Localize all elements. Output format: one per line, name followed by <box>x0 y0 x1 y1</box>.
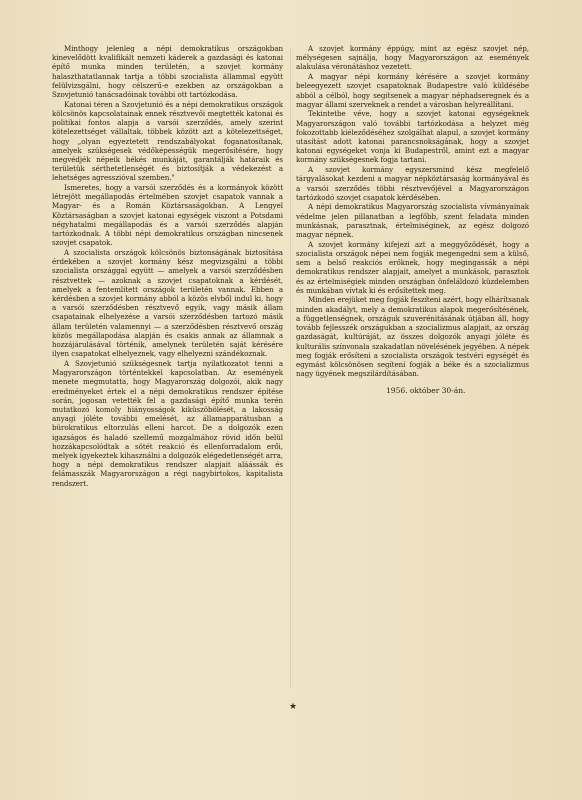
paragraph: A szovjet kormány éppúgy, mint az egész szovjet nép, mélységesen sajnálja, hogy Magyarországon az események alakulása véronátáshoz vezetett. <box>296 44 529 72</box>
paragraph: A szovjet kormány kifejezi azt a meggyőződését, hogy a szocialista országok népei nem fogják megengedni sem a külső, sem a belső reakciós erőknek, hogy megingassák a népi demokratikus rendszer alapjait, amelyet a munkások, parasztok és az értelmiségiek minden országban önfeláldozó küzdelemben és munkában vívtak ki és erősítettek meg. <box>296 239 529 295</box>
right-text-column <box>296 44 529 396</box>
paragraph: Katonai téren a Szovjetunió és a népi demokratikus országok kölcsönös kapcsolatainak ennek résztvevői megtették katonai és politikai fontos alapja a varsói szerződés, amely szerint kötelezettséget vállaltak, többek között azt a kötelezettséget, hogy „olyan egyeztetett rendszabályokat foganatosítanak, amelyek szükségesek védőképességük megerősítésére, hogy megvédjék népeik békés munkáját, garantálják határaik és területük sérthetetlenségét és biztosítják a védekezést a lehetséges agresszióval szemben." <box>52 99 283 183</box>
paragraph: Minden erejüket meg fogják feszíteni azért, hogy elhárítsanak minden akadályt, mely a demokratikus alapok megerősítésének, a függetlenségnek, országuk szuverénitásának útjában áll, hogy tovább fejlesszék országukban a szocializmus alapjait, az ország gazdaságát, kultúráját, az összes dolgozók anyagi jóléte és kulturális színvonala szakadatlan növelésének jegyében. A népek meg fogják erősíteni a szocialista országok testvéri egységét és egymást kölcsönösen segítení fogják a béke és a szocializmus nagy ügyének megszilárdításában. <box>296 295 529 379</box>
paragraph: Ismeretes, hogy a varsói szerződés és a kormányok között létrejött megállapodás értelmében szovjet csapatok vannak a Magyar- és a Román Köztársaságokban. A Lengyel Köztársaságban a szovjet katonai egységek viszont a Potsdami négyhatalmi megállapodás és a varsói szerződés alapján tartózkodnak. A többi népi demokratikus országban nincsenek szovjet csapatok. <box>52 183 283 248</box>
paragraph: Tekintetbe véve, hogy a szovjet katonai egységeknek Magyarországon való további tartózkodása a helyzet még fokozottabb kiéleződéséhez szolgálhat alapul, a szovjet kormány utasítást adott katonai parancsnokságának, hogy a szovjet katonai egységeket vonja ki Budapestről, amint ezt a magyar kormány szükségesnek fogja tartani. <box>296 109 529 165</box>
left-text-column <box>52 44 283 488</box>
paragraph: A szovjet kormány egyszersmind kész megfelelő tárgyalásokat kezdeni a magyar népköztársaság kormányával és a varsói szerződés többi résztvevőjével a Magyarországon tartózkodó szovjet csapatok kérdésében. <box>296 165 529 202</box>
paragraph: A szocialista országok kölcsönös biztonságának biztosítása érdekében a szovjet kormány kész megvizsgálni a többi szocialista országgal együtt — amelyek a varsói szerződésben résztvettek — azoknak a szovjet csapatoknak a kérdését, amelyek a fentemlített országok területén vannak. Ebben a kérdésben a szovjet kormány abból a közös elvből indul ki, hogy a varsói szerződésben résztvevő egyik, vagy másik állam csapatainak elhelyezése a varsói szerződésben tartozó másik állam területén valamennyi — a szerződésben résztvevő ország közös megállapodása alapján és csakis annak az államnak a hozzájárulásával történik, amelynek területén saját kérésére ilyen csapatokat elhelyeznek, vagy elhelyezni szándékoznak. <box>52 247 283 359</box>
column-divider <box>290 48 291 688</box>
paragraph: A népi demokratikus Magyarország szocialista vívmányainak védelme jelen pillanatban a legfőbb, szent feladata minden munkásnak, parasztnak, értelmiséginek, az egész dolgozó magyar népnek. <box>296 202 529 240</box>
paragraph: A Szovjetunió szükségesnek tartja nyilatkozatot tenni a Magyarországon történtekkel kapcsolatban. Az események menete megmutatta, hogy Magyarország dolgozói, akik nagy eredményeket értek el a népi demokratikus rendszer építése során, jogosan vetették fel a gazdasági építő munka terén mutatkozó komoly hiányosságok kiküszöbölését, a lakosság anyagi jóléte további emelését, az államapparátusban a bürokratikus eltorzulás elleni harcot. De a dolgozók ezen igazságos és haladó szellemű mozgalmához rövid időn belül hozzákapcsolódtak a sötét reakció és ellenforradalom erői, melyek igyekeztek kihasználni a dolgozók elégedetlenségét arra, hogy a népi demokratikus rendszer alapjait aláássák és felámasszák Magyarországon a régi nagybirtokos, kapitalista rendszert. <box>52 358 283 488</box>
paragraph: Minthogy jelenleg a népi demokratikus országokban kinevelődött kvalifikált nemzeti káderek a gazdasági és katonai építő munka minden területén, a szovjet kormány halaszthatatlannak tartja a többi szocialista állammal együtt felülvizsgálni, hogy célszerű-e ezekben az országokban a Szovjetunió tanácsadóinak további ott tartózkodása. <box>52 44 283 100</box>
date-line: 1956. október 30-án. <box>386 386 466 396</box>
paragraph: A magyar népi kormány kérésére a szovjet kormány beleegyezett szovjet csapatoknak Budapestre való küldésébe abból a célból, hogy segítsenek a magyar néphadseregnek és a magyar állami szerveknek a rendet a városban helyreállítani. <box>296 72 529 109</box>
end-mark-star: ★ <box>289 702 298 712</box>
